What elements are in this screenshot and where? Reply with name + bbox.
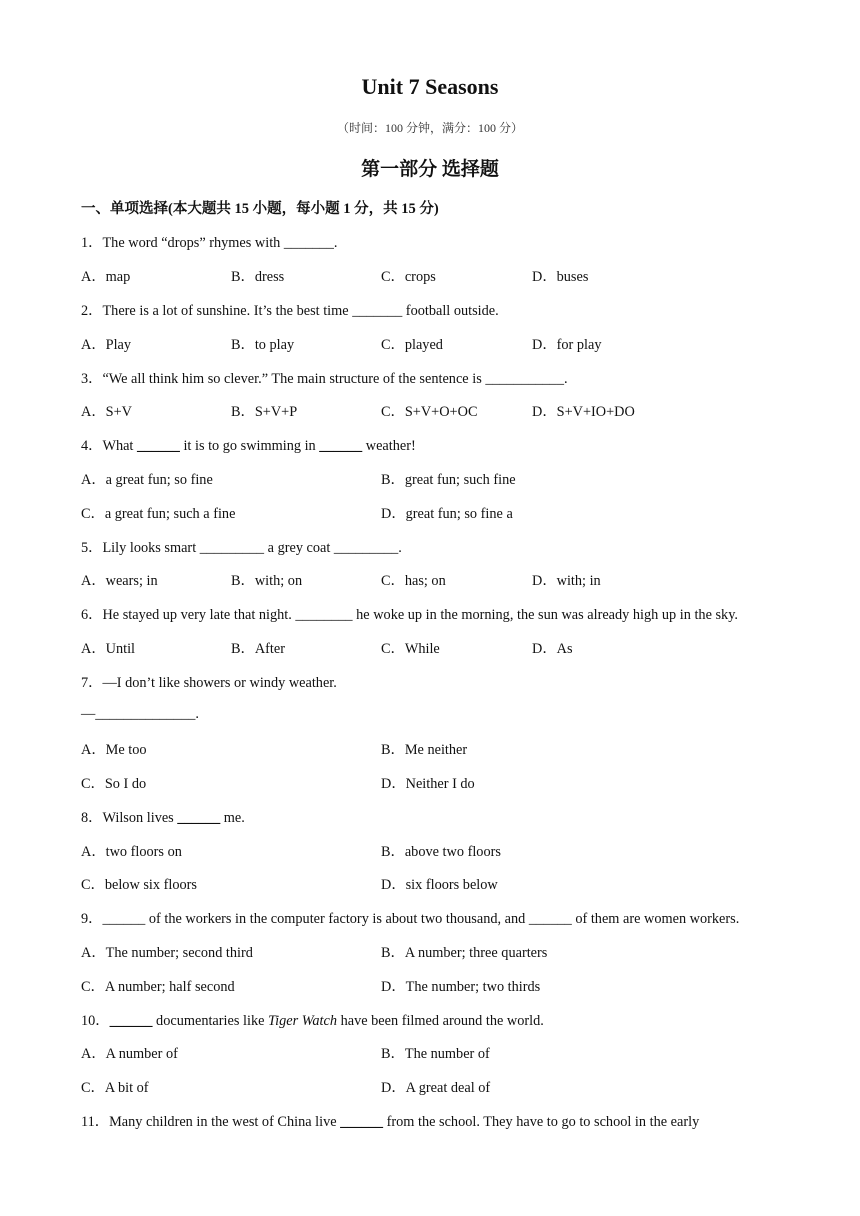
option-a: A．The number; second third: [81, 945, 253, 961]
option-b: B．Me neither: [381, 742, 468, 758]
option-b: B．The number of: [381, 1046, 490, 1062]
answer-blank: ______: [319, 438, 363, 454]
stem-text: 8．Wilson lives: [81, 810, 178, 826]
option-b: B．to play: [231, 337, 295, 353]
section-heading: 一、单项选择(本大题共 15 小题，每小题 1 分，共 15 分): [81, 201, 439, 217]
option-c: C．While: [381, 641, 440, 657]
question-stem: [81, 1111, 699, 1131]
option-d: D．A great deal of: [381, 1080, 491, 1096]
option-d: D．S+V+IO+DO: [532, 404, 635, 420]
option-c: C．below six floors: [81, 877, 197, 893]
response-line: —______________.: [81, 706, 199, 722]
answer-blank: ______: [136, 438, 180, 454]
stem-text: 10．: [81, 1013, 110, 1029]
question-stem: 1．The word “drops” rhymes with _______.: [81, 235, 338, 251]
document-title: Unit 7 Seasons: [361, 74, 499, 99]
option-b: B．above two floors: [381, 844, 501, 860]
part-title: 第一部分 选择题: [361, 159, 499, 180]
question-stem: 5．Lily looks smart _________ a grey coat _________.: [81, 540, 402, 556]
stem-text: it is to go swimming in: [179, 438, 320, 454]
stem-text: documentaries like: [152, 1013, 269, 1029]
question-stem: [81, 807, 245, 827]
option-a: A．S+V: [81, 404, 132, 420]
option-d: D．The number; two thirds: [381, 979, 541, 995]
option-c: C．a great fun; such a fine: [81, 506, 236, 522]
question-stem: 3．“We all think him so clever.” The main structure of the sentence is ___________.: [81, 371, 568, 387]
option-a: A．map: [81, 269, 131, 285]
stem-text: 11．Many children in the west of China live: [81, 1114, 341, 1130]
exam-info: （时间：100 分钟，满分：100 分）: [336, 121, 523, 135]
option-d: D．great fun; so fine a: [381, 506, 513, 522]
option-b: B．dress: [231, 269, 285, 285]
question-stem: 6．He stayed up very late that night. ________ he woke up in the morning, the sun was already high up in the sky.: [81, 607, 738, 623]
answer-blank: ______: [177, 810, 221, 826]
stem-text: from the school. They have to go to school in the early: [383, 1114, 700, 1130]
question-stem: 2．There is a lot of sunshine. It’s the best time _______ football outside.: [81, 303, 499, 319]
answer-blank: ______: [340, 1114, 384, 1130]
option-b: B．After: [231, 641, 285, 657]
option-d: D．for play: [532, 337, 602, 353]
option-d: D．six floors below: [381, 877, 498, 893]
option-c: C．has; on: [381, 573, 446, 589]
question-stem: 9．______ of the workers in the computer factory is about two thousand, and ______ of them are women workers.: [81, 911, 740, 927]
option-b: B．with; on: [231, 573, 303, 589]
question-stem: [81, 435, 416, 455]
option-d: D．As: [532, 641, 573, 657]
question-stem: [81, 1010, 544, 1030]
option-a: A．Me too: [81, 742, 147, 758]
answer-blank: ______: [109, 1013, 153, 1029]
option-b: B．S+V+P: [231, 404, 298, 420]
option-c: C．S+V+O+OC: [381, 404, 478, 420]
stem-text: me.: [220, 810, 245, 826]
option-a: A．A number of: [81, 1046, 178, 1062]
option-c: C．A number; half second: [81, 979, 235, 995]
option-a: A．two floors on: [81, 844, 182, 860]
documentary-title: Tiger Watch: [268, 1013, 337, 1029]
question-stem: 7．—I don’t like showers or windy weather.: [81, 675, 337, 691]
option-b: B．great fun; such fine: [381, 472, 516, 488]
option-d: D．buses: [532, 269, 589, 285]
option-c: C．A bit of: [81, 1080, 149, 1096]
option-c: C．crops: [381, 269, 436, 285]
stem-text: 4．What: [81, 438, 137, 454]
stem-text: have been filmed around the world.: [337, 1013, 544, 1029]
option-c: C．So I do: [81, 776, 147, 792]
option-d: D．Neither I do: [381, 776, 475, 792]
stem-text: weather!: [362, 438, 416, 454]
option-a: A．wears; in: [81, 573, 158, 589]
option-a: A．Until: [81, 641, 136, 657]
option-b: B．A number; three quarters: [381, 945, 548, 961]
option-d: D．with; in: [532, 573, 601, 589]
option-a: A．a great fun; so fine: [81, 472, 213, 488]
option-c: C．played: [381, 337, 443, 353]
option-a: A．Play: [81, 337, 132, 353]
